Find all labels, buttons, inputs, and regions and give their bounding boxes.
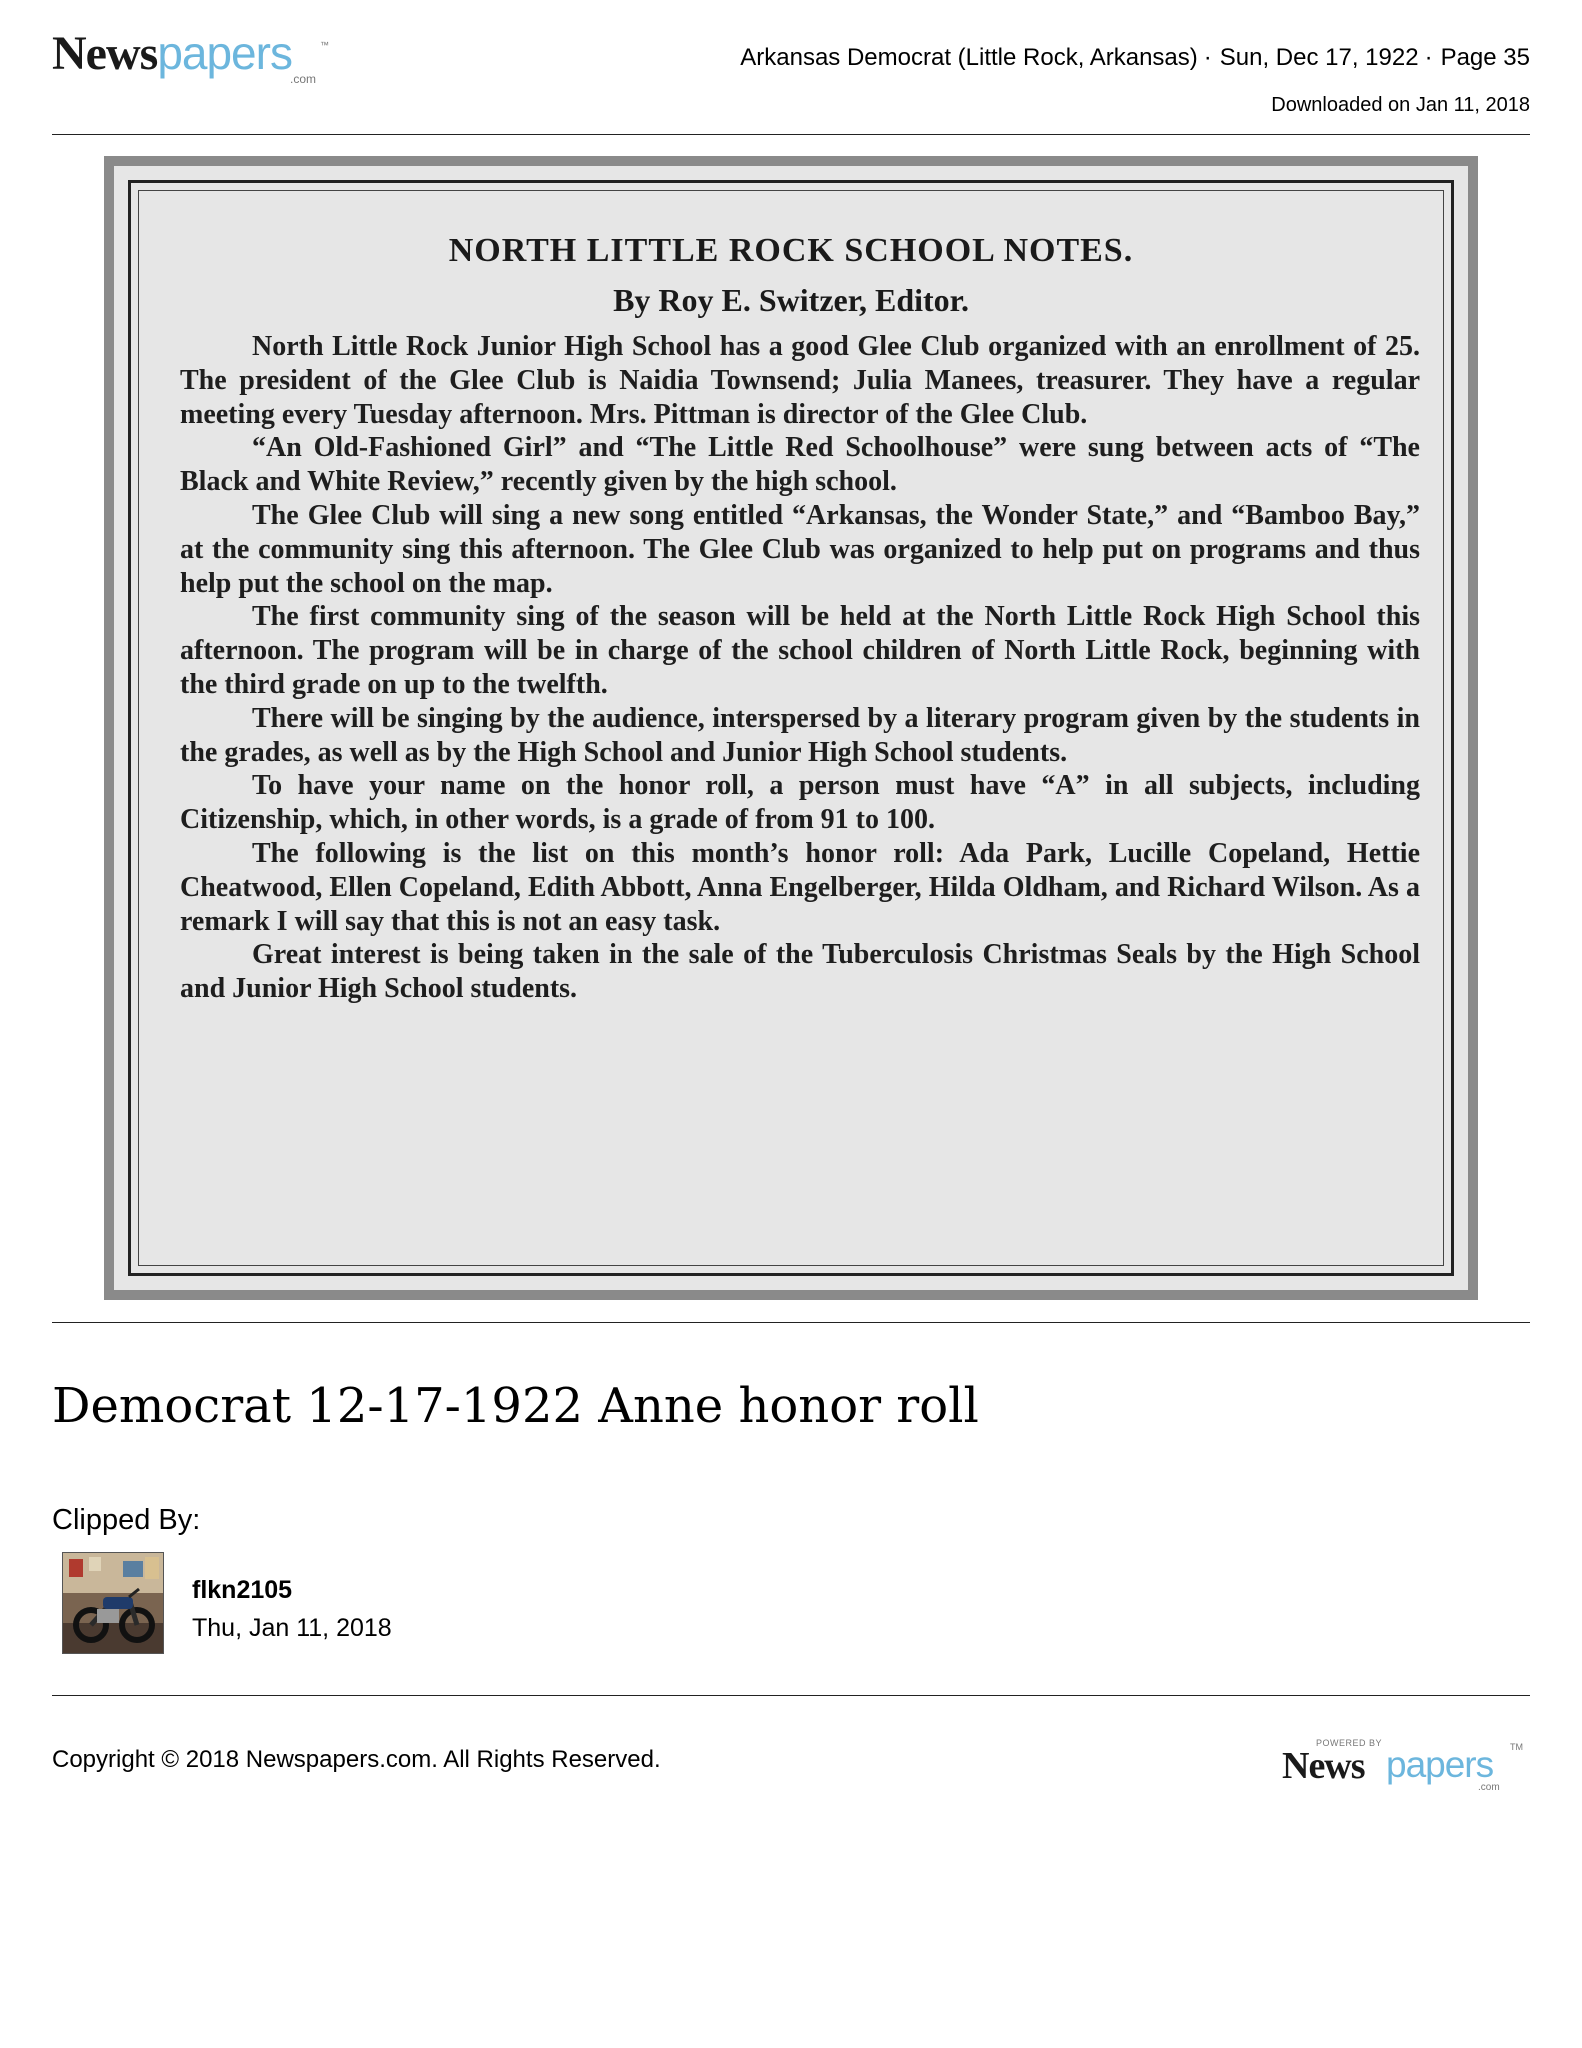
- article-paragraph: The following is the list on this month’s honor roll: Ada Park, Lucille Copeland, Hettie Cheatwood, Ellen Copeland, Edith Abbott, Anna Engelberger, Hilda Oldham, and Richard Wilson. As a remark I will say that this is not an easy task.: [180, 837, 1420, 937]
- newspapers-logo: [52, 26, 332, 86]
- logo-tm-text: ™: [320, 40, 329, 50]
- article-paragraph: The first community sing of the season will be held at the North Little Rock High School this afternoon. The program will be in charge of the school children of North Little Rock, beginning with the third grade on up to the twelfth.: [180, 601, 1420, 700]
- publication-info: [740, 44, 1530, 72]
- downloaded-date: Downloaded on Jan 11, 2018: [1271, 94, 1530, 116]
- avatar-motorcycle-icon: [63, 1553, 163, 1653]
- article-paragraph: The Glee Club will sing a new song entitled “Arkansas, the Wonder State,” and “Bamboo Bay,” at the community sing this afternoon. The Glee Club was organized to help put on programs and thus help put the school on the map.: [180, 499, 1420, 599]
- separator: ·: [1424, 44, 1433, 71]
- footer-logo-news-text: News: [1282, 1745, 1365, 1787]
- clipped-by-label: Clipped By:: [52, 1504, 201, 1536]
- article-body: [180, 330, 1420, 1006]
- logo-papers-text: papers: [157, 27, 292, 79]
- logo-com-text: .com: [290, 72, 317, 86]
- article-paragraph: There will be singing by the audience, interspersed by a literary program given by the students in the grades, as well as by the High School and Junior High School students.: [180, 702, 1420, 768]
- clipping-paper: [114, 166, 1468, 1290]
- logo-news-text: News: [52, 27, 158, 80]
- powered-by-text: POWERED BY: [1316, 1738, 1383, 1748]
- article-headline: NORTH LITTLE ROCK SCHOOL NOTES.: [448, 232, 1134, 269]
- article-paragraph: To have your name on the honor roll, a person must have “A” in all subjects, including Citizenship, which, in other words, is a grade of from 91 to 100.: [180, 770, 1420, 836]
- copyright-text: Copyright © 2018 Newspapers.com. All Rights Reserved.: [52, 1746, 661, 1773]
- publication-name: Arkansas Democrat (Little Rock, Arkansas): [740, 44, 1198, 71]
- article-paragraph: North Little Rock Junior High School has a good Glee Club organized with an enrollment of 25. The president of the Glee Club is Naidia Townsend; Julia Manees, treasurer. They have a regular meeting every Tuesday afternoon. Mrs. Pittman is director of the Glee Club.: [180, 331, 1420, 430]
- clip-date: Thu, Jan 11, 2018: [192, 1614, 392, 1642]
- footer-logo-papers-text: papers: [1386, 1744, 1494, 1785]
- article-byline: By Roy E. Switzer, Editor.: [613, 282, 969, 318]
- separator: ·: [1203, 44, 1212, 71]
- publication-date: Sun, Dec 17, 1922: [1219, 44, 1419, 71]
- newspaper-clipping-image: [104, 156, 1478, 1300]
- header-divider: [52, 134, 1530, 135]
- clipping-divider: [52, 1322, 1530, 1323]
- footer-logo-com-text: .com: [1478, 1782, 1500, 1793]
- article-paragraph: Great interest is being taken in the sale of the Tuberculosis Christmas Seals by the High School and Junior High School students.: [180, 939, 1420, 1005]
- footer-divider: [52, 1695, 1530, 1696]
- page-number: Page 35: [1440, 44, 1530, 71]
- footer-logo-tm-text: TM: [1510, 1742, 1523, 1752]
- article-paragraph: “An Old-Fashioned Girl” and “The Little Red Schoolhouse” were sung between acts of “The Black and White Review,” recently given by the high school.: [180, 432, 1420, 498]
- clipping-title: Democrat 12-17-1922 Anne honor roll: [52, 1378, 979, 1434]
- powered-by-newspapers-logo[interactable]: [1282, 1738, 1532, 1793]
- user-avatar[interactable]: [62, 1552, 164, 1654]
- clipper-username[interactable]: flkn2105: [192, 1576, 293, 1604]
